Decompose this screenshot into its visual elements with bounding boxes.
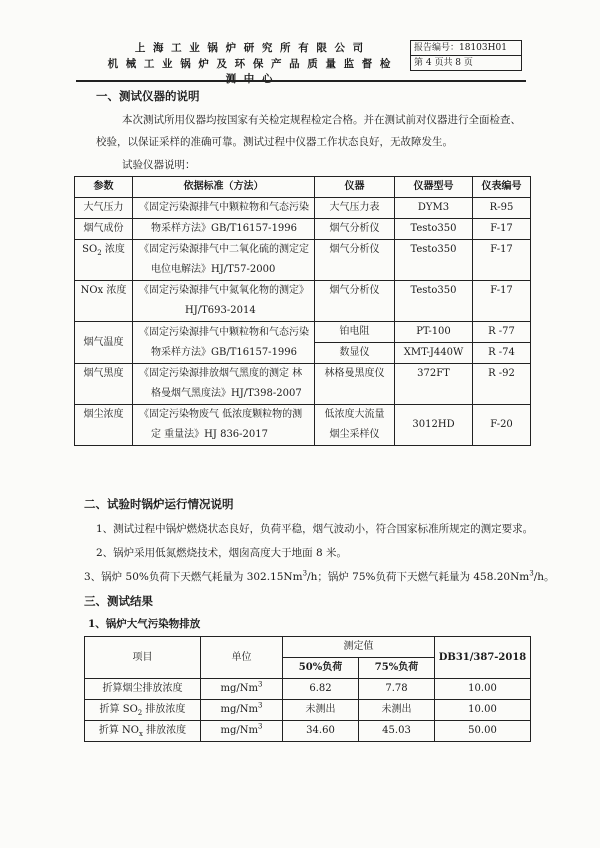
value-50-cell: 未测出 [283,700,359,721]
table-row [85,721,531,742]
report-number: 报告编号：18103H01 [414,43,507,53]
instrument-table-caption: 试验仪器说明： [122,159,196,171]
instrument-table [74,176,531,446]
table-row [75,364,531,405]
section1-title: 一、测试仪器的说明 [96,89,200,103]
instrument-cell: 林格曼黑度仪 [315,364,395,405]
model-cell: Testo350 [395,219,473,240]
header-limit-standard: DB31/387-2018 [435,637,531,679]
page-info: 第 4 页共 8 页 [411,55,521,70]
instrument-cell: 烟气分析仪 [315,219,395,240]
org-name-line1: 上 海 工 业 锅 炉 研 究 所 有 限 公 司 [134,42,366,54]
param-cell: 烟尘浓度 [75,405,133,446]
unit-cell: mg/Nm$^3$ [201,721,283,742]
model-cell: DYM3 [395,198,473,219]
value-50-cell: 34.60 [283,721,359,742]
number-cell: R -92 [473,364,531,405]
standard-cell: 《固定污染源排气中颗粒物和气态污染 物采样方法》GB/T16157-1996 [133,322,315,364]
table-row [75,405,531,446]
table-row [75,322,531,343]
table-header-row [85,637,531,658]
unit-cell: mg/Nm$^3$ [201,700,283,721]
limit-cell: 50.00 [435,721,531,742]
header-param: 参数 [75,177,133,198]
section2-item3: 3、锅炉 50%负荷下天燃气耗量为 302.15Nm$^3$/h；锅炉 75%负荷下天燃气耗量为 458.20Nm$^3$/h。 [84,569,555,583]
org-name-line2: 机 械 工 业 锅 炉 及 环 保 产 品 质 量 监 督 检 测 中 心 [107,58,393,85]
limit-cell: 10.00 [435,700,531,721]
standard-cell: 《固定污染源排气中二氧化硫的测定定 电位电解法》HJ/T57-2000 [133,240,315,281]
instrument-cell: 大气压力表 [315,198,395,219]
value-75-cell: 45.03 [359,721,435,742]
model-cell: PT-100 [395,322,473,343]
model-cell: 3012HD [395,405,473,446]
table-row [75,240,531,281]
section2-item1: 1、测试过程中锅炉燃烧状态良好，负荷平稳，烟气波动小，符合国家标准所规定的测定要求。 [96,523,534,535]
instrument-cell: 低浓度大流量 烟尘采样仪 [315,405,395,446]
table-row [75,281,531,322]
param-cell: 烟气温度 [75,322,133,364]
header-50-load: 50%负荷 [283,658,359,679]
standard-cell: 物采样方法》GB/T16157-1996 [133,219,315,240]
param-cell: 大气压力 [75,198,133,219]
value-75-cell: 未测出 [359,700,435,721]
standard-cell: 《固定污染物废气 低浓度颗粒物的测 定 重量法》HJ 836-2017 [133,405,315,446]
limit-cell: 10.00 [435,679,531,700]
param-cell: 烟气黑度 [75,364,133,405]
section2-title: 二、试验时锅炉运行情况说明 [84,497,234,511]
emission-table [84,636,531,742]
header-standard: 依据标准（方法） [133,177,315,198]
number-cell: F-17 [473,219,531,240]
number-cell: R -77 [473,322,531,343]
header-instrument: 仪器 [315,177,395,198]
report-info-box [410,40,522,71]
instrument-cell: 烟气分析仪 [315,281,395,322]
section2-item2: 2、锅炉采用低氮燃烧技术，烟囱高度大于地面 8 米。 [96,547,348,559]
number-cell: F-17 [473,281,531,322]
param-cell: $SO_2$ 浓度 [75,240,133,281]
number-cell: F-20 [473,405,531,446]
model-cell: 372FT [395,364,473,405]
section3-subtitle: 1、锅炉大气污染物排放 [88,618,201,630]
header-75-load: 75%负荷 [359,658,435,679]
value-75-cell: 7.78 [359,679,435,700]
table-row [75,219,531,240]
instrument-cell: 铂电阻 [315,322,395,343]
header-item: 项目 [85,637,201,679]
header-number: 仪表编号 [473,177,531,198]
table-row [75,198,531,219]
item-cell: 折算 $SO_2$ 排放浓度 [85,700,201,721]
section3-title: 三、测试结果 [84,594,153,608]
header-unit: 单位 [201,637,283,679]
section1-para-line2: 校验，以保证采样的准确可靠。测试过程中仪器工作状态良好，无故障发生。 [96,136,453,148]
param-cell: 烟气成份 [75,219,133,240]
model-cell: Testo350 [395,281,473,322]
header-divider [76,80,526,82]
item-cell: 折算 $NO_x$ 排放浓度 [85,721,201,742]
header-model: 仪器型号 [395,177,473,198]
number-cell: R-95 [473,198,531,219]
standard-cell: 《固定污染源排气中氮氧化物的测定》 HJ/T693-2014 [133,281,315,322]
instrument-cell: 烟气分析仪 [315,240,395,281]
model-cell: Testo350 [395,240,473,281]
number-cell: R -74 [473,343,531,364]
table-header-row [75,177,531,198]
unit-cell: mg/Nm$^3$ [201,679,283,700]
number-cell: F-17 [473,240,531,281]
table-row [85,700,531,721]
value-50-cell: 6.82 [283,679,359,700]
standard-cell: 《固定污染源排放烟气黑度的测定 林 格曼烟气黑度法》HJ/T398-2007 [133,364,315,405]
item-cell: 折算烟尘排放浓度 [85,679,201,700]
instrument-cell: 数显仪 [315,343,395,364]
standard-cell: 《固定污染源排气中颗粒物和气态污染 [133,198,315,219]
section1-para-line1: 本次测试所用仪器均按国家有关检定规程检定合格。并在测试前对仪器进行全面检查、 [122,114,521,126]
param-cell: NOx 浓度 [75,281,133,322]
model-cell: XMT-J440W [395,343,473,364]
header-measured: 测定值 [283,637,435,658]
table-row [85,679,531,700]
